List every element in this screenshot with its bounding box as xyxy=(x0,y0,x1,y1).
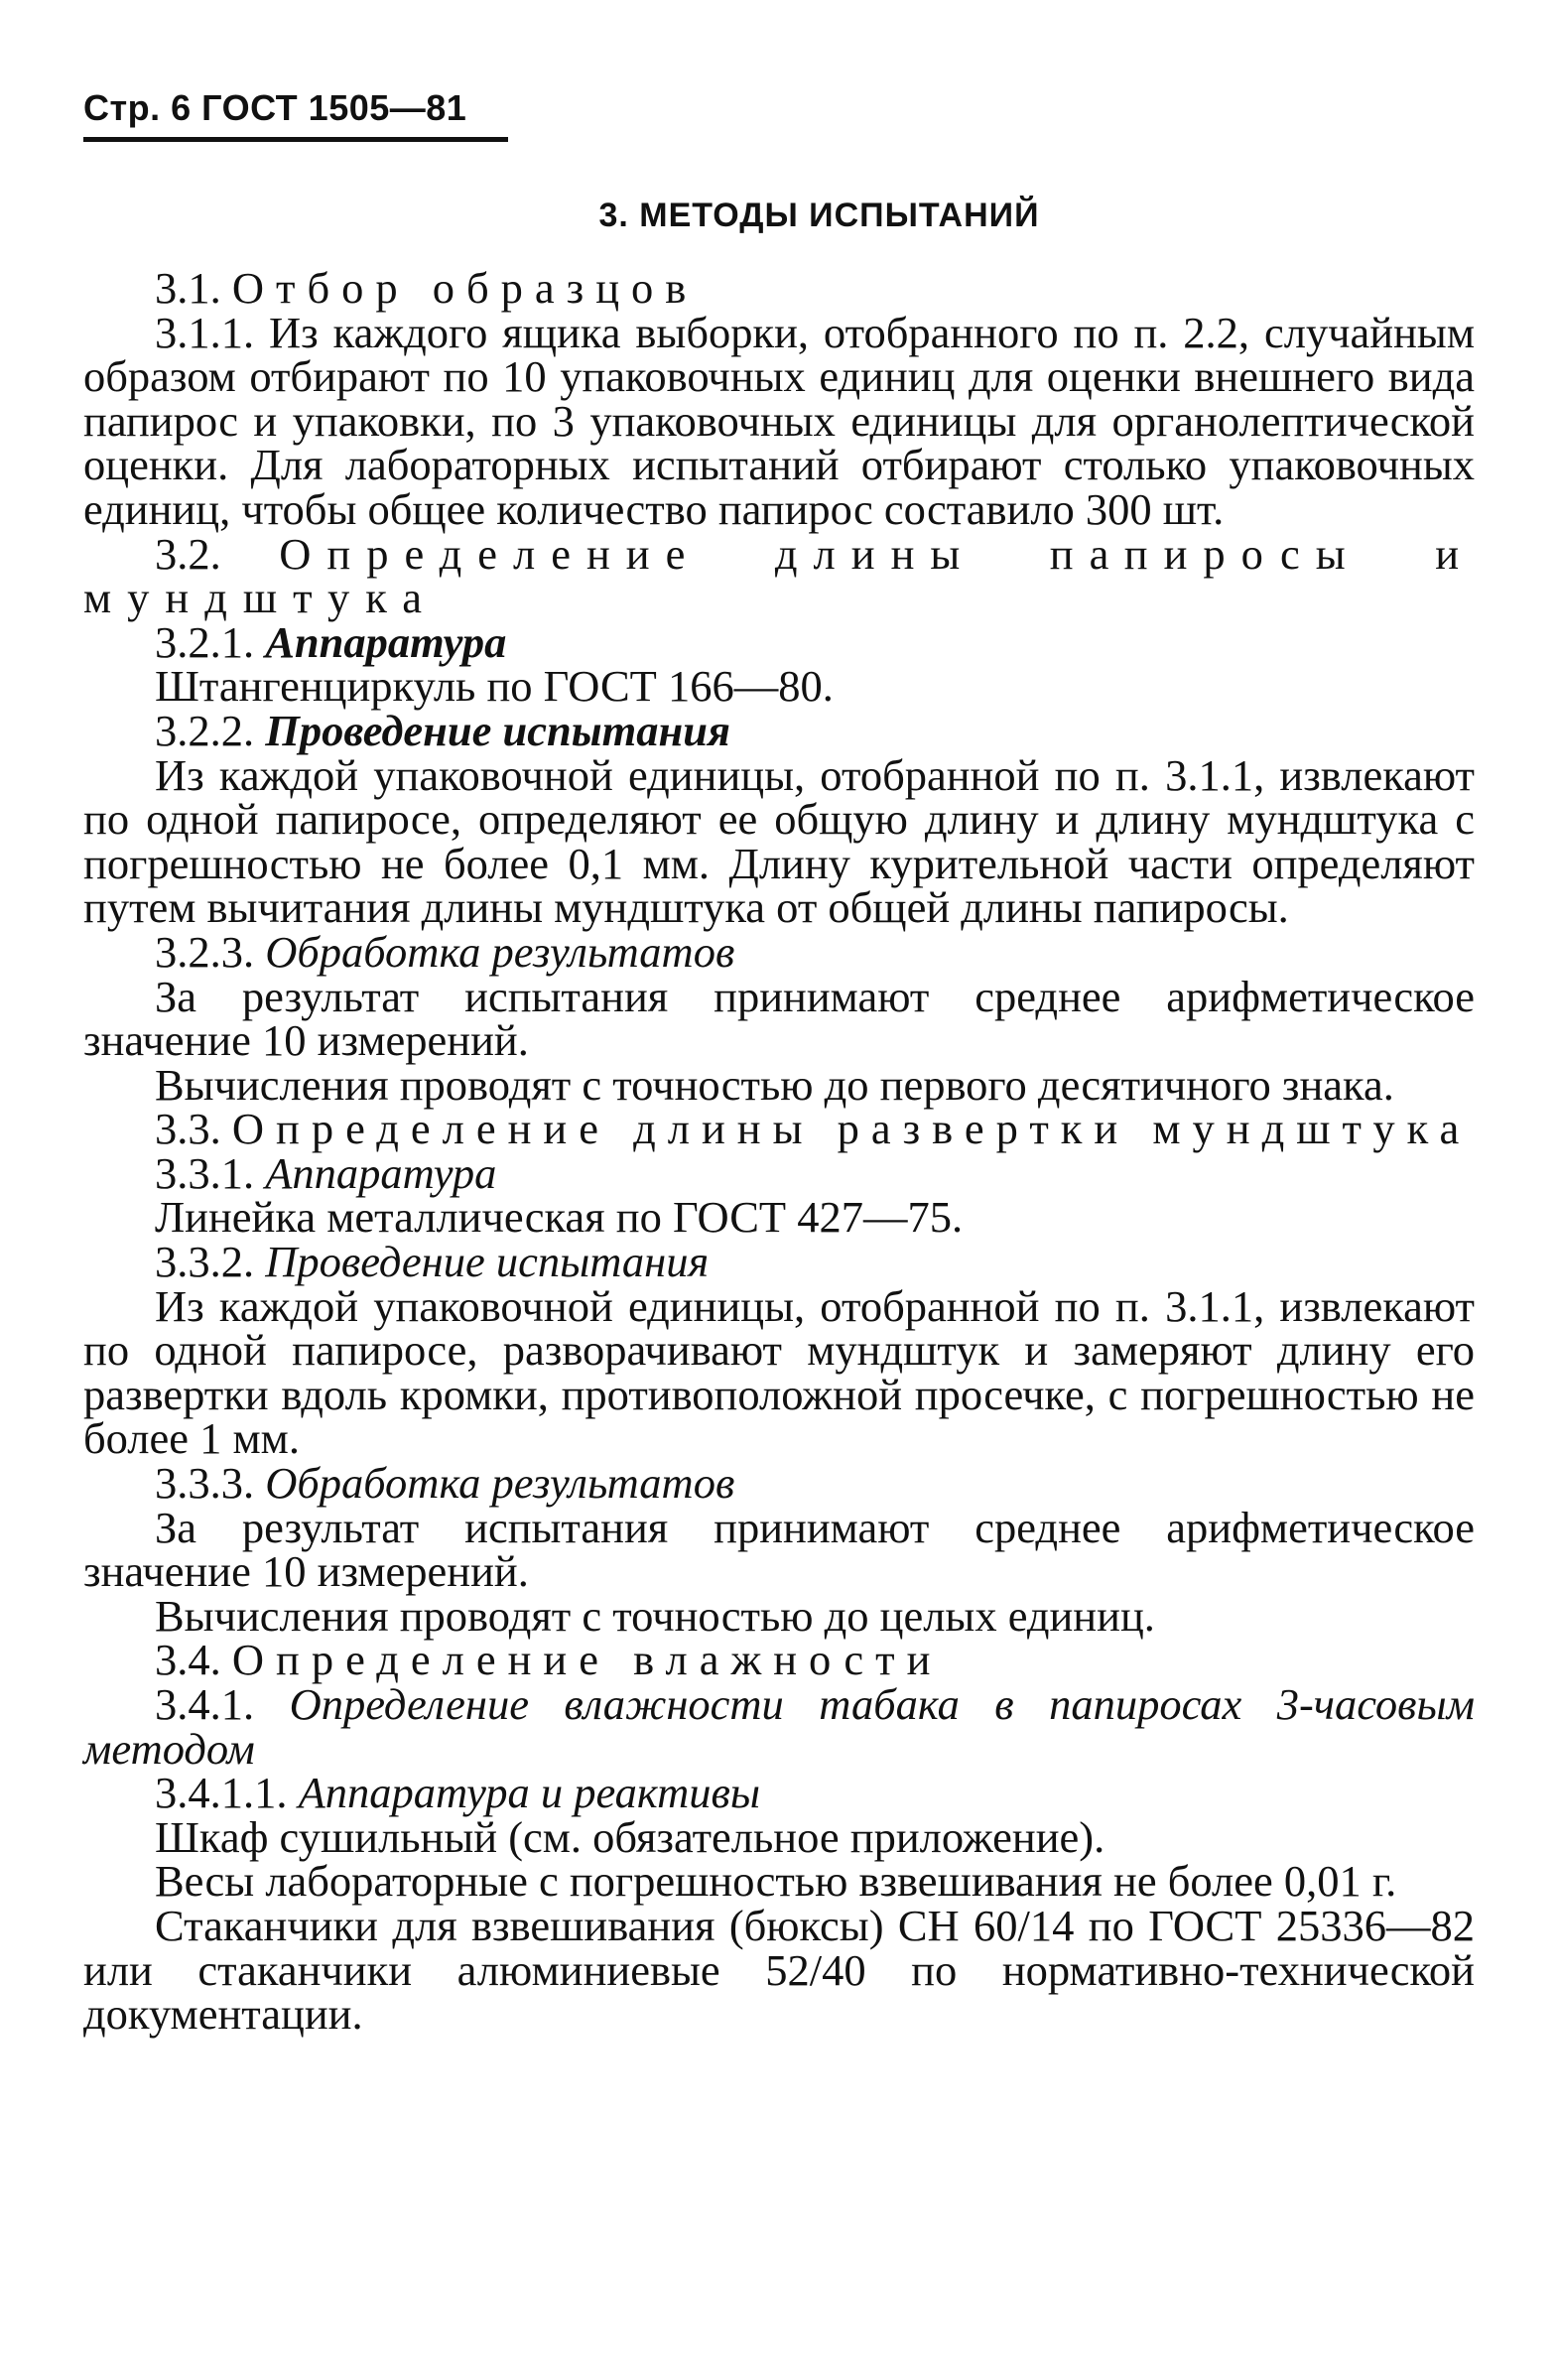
clause-number: 3.3.1. xyxy=(155,1147,255,1198)
clause-number: 3.4. xyxy=(155,1635,221,1685)
clause-number: 3.4.1. xyxy=(155,1679,255,1729)
body-text xyxy=(83,263,1476,2040)
clause-3-2-2 xyxy=(83,705,1475,755)
calc-paragraph: Вычисления проводят с точностью до целых единиц. xyxy=(155,1590,1155,1641)
clause-3-2 xyxy=(83,528,1476,623)
clause-3-4-1 xyxy=(83,1679,1476,1774)
calc-paragraph: Вычисления проводят с точностью до первого десятичного знака. xyxy=(155,1059,1394,1110)
clause-heading-italic: Проведение испытания xyxy=(265,705,730,755)
clause-3-4 xyxy=(83,1635,1475,1685)
clause-heading-spaced: Определение влажности xyxy=(231,1635,943,1685)
clause-3-4-1-1 xyxy=(83,1768,1475,1818)
clause-heading-italic: Аппаратура xyxy=(265,616,507,667)
clause-heading-spaced: Определение длины развертки мундштука xyxy=(231,1104,1472,1154)
clause-number: 3.3.2. xyxy=(155,1237,255,1287)
equipment-line: Стаканчики для взвешивания (бюксы) СН 60/14 по ГОСТ 25336—82 или стаканчики алюминиевые 52/40 по нормативно-технической документации. xyxy=(83,1900,1475,2040)
result-paragraph: За результат испытания принимают среднее арифметическое значение 10 измерений. xyxy=(83,971,1475,1066)
equipment-line: Весы лабораторные с погрешностью взвешивания не более 0,01 г. xyxy=(155,1856,1397,1907)
clause-heading-italic: Обработка результатов xyxy=(265,926,735,977)
clause-3-1 xyxy=(83,263,1475,313)
clause-heading-italic: Проведение испытания xyxy=(265,1237,710,1287)
clause-heading-italic: Обработка результатов xyxy=(265,1458,735,1509)
clause-heading-spaced: Определение длины папиросы и мундштука xyxy=(83,528,1476,623)
clause-number: 3.2.1. xyxy=(155,616,255,667)
clause-3-1-1: 3.1.1. Из каждого ящика выборки, отобранного по п. 2.2, случайным образом отбирают по 10 упаковочных единиц для оценки внешнего вида папирос и упаковки, по 3 упаковочных единицы для органолептической оценки. Для лабораторных испытаний отбирают столько упаковочных единиц, чтобы общее количество папирос составило 300 шт. xyxy=(83,307,1475,534)
clause-number: 3.3.3. xyxy=(155,1458,255,1509)
result-paragraph: За результат испытания принимают среднее арифметическое значение 10 измерений. xyxy=(83,1502,1475,1597)
clause-heading-italic: Определение влажности табака в папиросах 3-часовым методом xyxy=(83,1679,1476,1774)
header-rule xyxy=(83,137,508,142)
clause-3-3-3 xyxy=(83,1458,1475,1509)
clause-3-2-3 xyxy=(83,926,1475,977)
clause-3-3-1 xyxy=(83,1147,1475,1198)
clause-number: 3.3. xyxy=(155,1104,221,1154)
clause-number: 3.2.2. xyxy=(155,705,255,755)
clause-3-3-2 xyxy=(83,1237,1475,1287)
clause-number: 3.1. xyxy=(155,263,221,313)
equipment-line: Шкаф сушильный (см. обязательное приложение). xyxy=(155,1811,1105,1862)
clause-3-3 xyxy=(83,1104,1475,1154)
clause-heading-spaced: Отбор образцов xyxy=(231,263,699,313)
clause-number: 3.2.3. xyxy=(155,926,255,977)
clause-3-2-1 xyxy=(83,616,1475,667)
clause-heading-italic: Аппаратура xyxy=(265,1147,497,1198)
section-title: 3. МЕТОДЫ ИСПЫТАНИЙ xyxy=(598,197,1040,234)
running-head: Стр. 6 ГОСТ 1505—81 xyxy=(83,87,467,128)
instrument-line: Штангенциркуль по ГОСТ 166—80. xyxy=(155,661,834,712)
procedure-paragraph: Из каждой упаковочной единицы, отобранной по п. 3.1.1, извлекают по одной папиросе, разворачивают мундштук и замеряют длину его развертки вдоль кромки, противоположной просечке, с погрешностью не более 1 мм. xyxy=(83,1280,1475,1464)
clause-heading-italic: Аппаратура и реактивы xyxy=(298,1768,760,1818)
clause-number: 3.4.1.1. xyxy=(155,1768,288,1818)
procedure-paragraph: Из каждой упаковочной единицы, отобранной по п. 3.1.1, извлекают по одной папиросе, определяют ее общую длину и длину мундштука с погрешностью не более 0,1 мм. Длину курительной части определяют путем вычитания длины мундштука от общей длины папиросы. xyxy=(83,749,1475,933)
instrument-line: Линейка металлическая по ГОСТ 427—75. xyxy=(155,1192,964,1243)
clause-number: 3.2. xyxy=(155,528,221,579)
